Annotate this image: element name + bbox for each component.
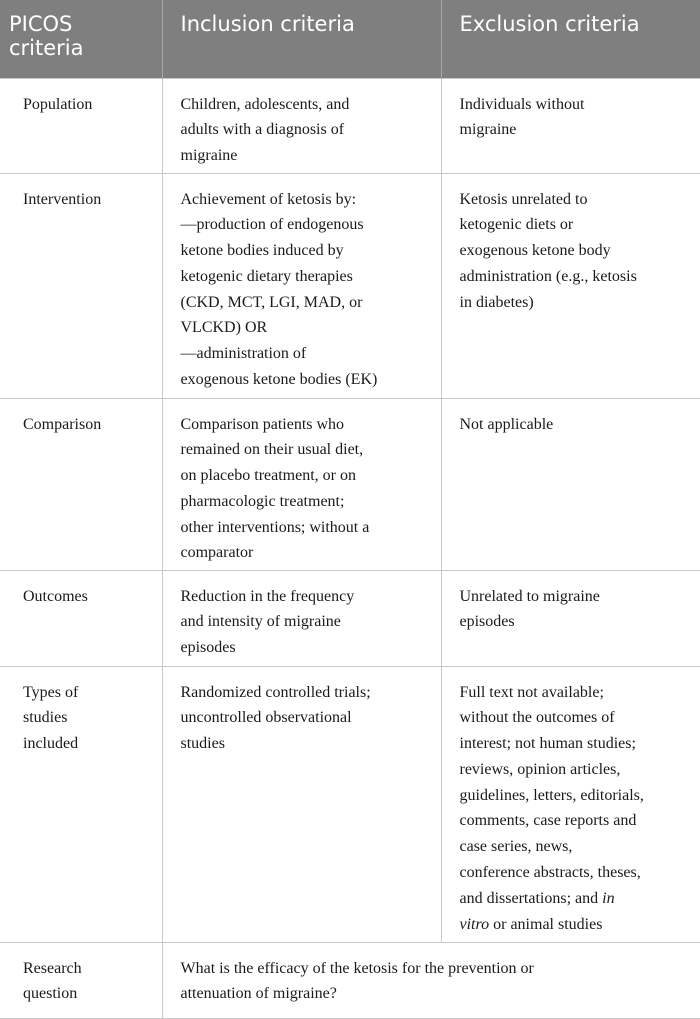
cell-line: in diabetes) [459,293,534,311]
cell-line: guidelines, letters, editorials, [459,786,644,804]
cell-line: Randomized controlled trials; [180,683,371,701]
cell-line: reviews, opinion articles, [459,760,621,778]
cell-line: exogenous ketone bodies (EK) [180,371,378,389]
italic-text: in [602,889,615,907]
criteria-cell [0,666,162,942]
header-inclusion: Inclusion criteria [162,0,441,78]
exclusion-cell [441,398,700,570]
cell-text: or animal studies [489,915,603,933]
cell-line: ketogenic diets or [459,216,574,234]
cell-line: Children, adolescents, and [180,95,350,113]
criteria-cell [0,942,162,1018]
table-row-population [0,78,700,173]
table-row-study-types [0,666,700,942]
cell-line: remained on their usual diet, [180,441,364,459]
cell-line: studies [23,709,68,727]
cell-line: included [23,735,79,753]
criteria-cell: Population [0,78,162,173]
cell-line: episodes [459,613,515,631]
cell-text: and dissertations; and [459,889,599,907]
table-row-outcomes [0,570,700,666]
cell-line: Full text not available; [459,683,604,701]
header-picos-criteria [0,0,162,78]
header-picos-line1: PICOS [9,12,73,36]
cell-line: ketone bodies induced by [180,242,344,260]
exclusion-cell [441,173,700,398]
cell-line: attenuation of migraine? [180,985,337,1003]
cell-line: VLCKD) OR [180,319,268,337]
cell-line: interest; not human studies; [459,735,636,753]
cell-line: and intensity of migraine [180,613,341,631]
cell-line: —production of endogenous [180,216,364,234]
cell-line [460,886,691,912]
cell-line: (CKD, MCT, LGI, MAD, or [180,293,363,311]
header-row [0,0,700,78]
inclusion-cell [162,398,441,570]
inclusion-cell [162,78,441,173]
exclusion-cell [441,666,700,942]
cell-line: pharmacologic treatment; [180,492,345,510]
cell-line: What is the efficacy of the ketosis for the prevention or [180,959,534,977]
inclusion-cell [162,666,441,942]
header-picos-line2: criteria [9,36,84,60]
cell-line: exogenous ketone body [459,242,611,260]
inclusion-cell [162,570,441,666]
cell-line: on placebo treatment, or on [180,467,356,485]
table-row-comparison [0,398,700,570]
cell-line: conference abstracts, theses, [459,864,641,882]
table-row-research-question [0,942,700,1018]
cell-line: adults with a diagnosis of [180,121,345,139]
cell-line: Types of [23,683,79,701]
table-row-intervention [0,173,700,398]
cell-line: comparator [180,544,254,562]
cell-line: administration (e.g., ketosis [459,267,637,285]
inclusion-cell [162,173,441,398]
cell-line: Not applicable [459,415,554,433]
italic-text-vitro: vitro [459,915,490,933]
cell-line: episodes [180,639,236,657]
header-exclusion: Exclusion criteria [441,0,700,78]
cell-line: Unrelated to migraine [459,587,600,605]
cell-line: other interventions; without a [180,518,370,536]
cell-line: comments, case reports and [459,812,637,830]
research-question-cell [162,942,700,1018]
cell-line: migraine [459,121,517,139]
criteria-cell: Intervention [0,173,162,398]
criteria-cell: Outcomes [0,570,162,666]
cell-line: Ketosis unrelated to [459,190,588,208]
cell-line: question [23,985,78,1003]
exclusion-cell [441,570,700,666]
exclusion-cell [441,78,700,173]
cell-line: Individuals without [459,95,585,113]
criteria-cell: Comparison [0,398,162,570]
cell-line: uncontrolled observational [180,709,352,727]
cell-line: —administration of [180,345,307,363]
cell-line: migraine [180,147,238,165]
cell-line: case series, news, [459,838,573,856]
cell-line: Research [23,959,82,977]
cell-line: studies [180,735,225,753]
cell-line: without the outcomes of [459,709,615,727]
cell-line [460,912,691,938]
cell-line: Reduction in the frequency [180,587,355,605]
cell-line: Achievement of ketosis by: [180,190,357,208]
cell-line: Comparison patients who [180,415,345,433]
cell-line: ketogenic dietary therapies [180,267,353,285]
